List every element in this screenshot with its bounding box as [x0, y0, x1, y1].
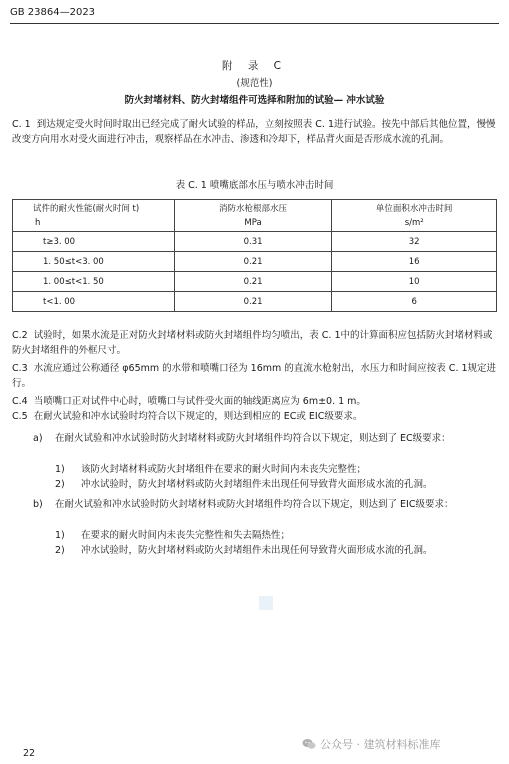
cell-fire-time: 1. 00≤t<1. 50 [13, 272, 175, 292]
subitem-number: 1) [55, 464, 65, 475]
list-text-a: 在耐火试验和冲水试验时防火封堵材料或防火封堵组件均符合以下规定，则达到了 EC级要求： [55, 433, 451, 444]
subitem-text: 冲水试验时，防火封堵材料或防火封堵组件未出现任何导致背火面形成水流的孔洞。 [81, 545, 433, 556]
clause-c3-text: 水流应通过公称通径 φ65mm 的水带和喷嘴口径为 16mm 的直流水枪射出，水压力和时间应按表 C. 1规定进行。 [12, 363, 497, 389]
list-subitem-b2 [55, 543, 495, 558]
appendix-name: 防火封堵材料、防火封堵组件可选择和附加的试验— 冲水试验 [124, 95, 385, 106]
cell-pressure: 0.21 [174, 252, 332, 272]
clause-c4-text: 当喷嘴口正对试件中心时，喷嘴口与试件受火面的轴线距离应为 6m±0. 1 m。 [33, 396, 366, 407]
header-divider [10, 23, 499, 24]
list-text-b: 在耐火试验和冲水试验时防火封堵材料或防火封堵组件均符合以下规定，则达到了 EIC级要求： [55, 499, 454, 510]
list-marker-b: b) [33, 499, 43, 510]
clause-c3-label: C.3 [12, 363, 28, 374]
list-item-a [33, 431, 497, 446]
clause-c3 [12, 361, 497, 391]
list-subitem-b1 [55, 528, 495, 543]
subitem-number: 2) [55, 479, 65, 490]
cell-fire-time: t≥3. 00 [13, 232, 175, 252]
cell-pressure: 0.21 [174, 272, 332, 292]
watermark [302, 736, 441, 752]
subitem-text: 在要求的耐火时间内未丧失完整性和失去隔热性； [81, 530, 291, 541]
watermark-text: 公众号 · 建筑材料标准库 [320, 738, 441, 751]
clause-c4 [12, 394, 497, 409]
table-caption: 表 C. 1 喷嘴底部水压与喷水冲击时间 [175, 180, 334, 191]
header-water-pressure: 消防水枪根部水压 MPa [174, 200, 332, 232]
table-row [13, 252, 497, 272]
cell-impact-time: 16 [332, 252, 497, 272]
clause-c5-label: C.5 [12, 411, 28, 422]
subitem-text: 该防火封堵材料或防火封堵组件在要求的耐火时间内未丧失完整性； [81, 464, 367, 475]
standard-code: GB 23864—2023 [10, 7, 96, 18]
page-number: 22 [23, 748, 36, 759]
cell-fire-time: 1. 50≤t<3. 00 [13, 252, 175, 272]
header-fire-resistance: 试件的耐火性能(耐火时间 t) h [13, 200, 175, 232]
cell-fire-time: t<1. 00 [13, 292, 175, 312]
list-marker-a: a) [33, 433, 43, 444]
clause-c5 [12, 409, 497, 424]
cell-pressure: 0.31 [174, 232, 332, 252]
subitem-number: 2) [55, 545, 65, 556]
water-pressure-table [12, 199, 497, 312]
table-row [13, 292, 497, 312]
clause-c4-label: C.4 [12, 396, 28, 407]
subitem-number: 1) [55, 530, 65, 541]
clause-c1-text: 到达规定受火时间时取出已经完成了耐火试验的样品，立刻按照表 C. 1进行试验。按先中部后其他位置，慢慢改变方向用水对受火面进行冲击，观察样品在水冲击、渗透和冷却下，样品背火面是否形成水流的孔洞。 [12, 119, 496, 145]
table-row [13, 272, 497, 292]
clause-c2-label: C.2 [12, 330, 28, 341]
list-subitem-a2 [55, 477, 495, 492]
clause-c2 [12, 328, 497, 358]
appendix-title: 附 录 C [221, 60, 287, 72]
clause-c2-text: 试验时，如果水流是正对防火封堵材料或防火封堵组件均匀喷出，表 C. 1中的计算面积应包括防火封堵材料或防火封堵组件的外框尺寸。 [12, 330, 493, 356]
scan-mark [259, 596, 273, 610]
list-item-b [33, 497, 497, 512]
appendix-type: (规范性) [236, 78, 273, 89]
clause-c5-text: 在耐火试验和冲水试验时均符合以下规定的，则达到相应的 EC或 EIC级要求。 [33, 411, 363, 422]
clause-c1 [12, 117, 497, 147]
cell-impact-time: 6 [332, 292, 497, 312]
subitem-text: 冲水试验时，防火封堵材料或防火封堵组件未出现任何导致背火面形成水流的孔洞。 [81, 479, 433, 490]
table-row [13, 232, 497, 252]
cell-pressure: 0.21 [174, 292, 332, 312]
cell-impact-time: 32 [332, 232, 497, 252]
cell-impact-time: 10 [332, 272, 497, 292]
header-impact-time: 单位面积水冲击时间 s/m² [332, 200, 497, 232]
list-subitem-a1 [55, 462, 495, 477]
clause-c1-label: C. 1 [12, 119, 31, 130]
table-header-row [13, 200, 497, 232]
wechat-icon [302, 738, 316, 750]
